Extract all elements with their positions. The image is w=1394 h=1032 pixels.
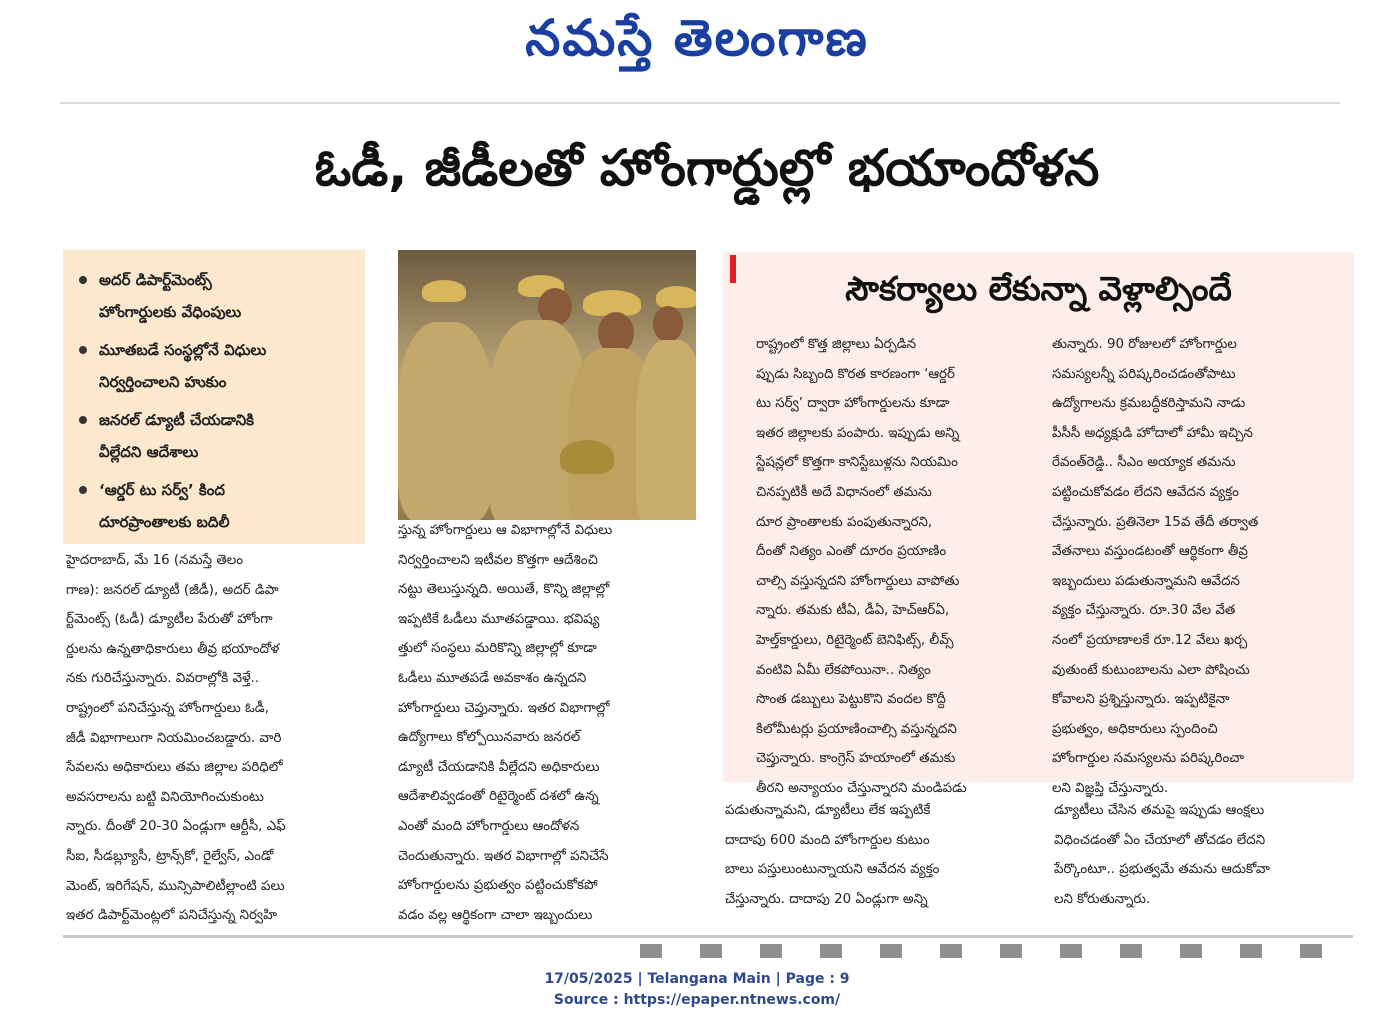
sidebar-line: చినప్పటికీ అదే విధానంలో తమను	[756, 484, 932, 500]
sidebar-line: చెప్తున్నారు. కాంగ్రెస్ హయాంలో తమకు	[756, 751, 956, 767]
sidebar-line: వ్యక్తం చేస్తున్నారు. రూ.30 వేల వేత	[1052, 603, 1236, 619]
bullet-icon	[79, 416, 87, 424]
sidebar-line: న్నారు. తమకు టీఏ, డీఏ, హెచ్‌ఆర్‌ఏ,	[756, 603, 950, 619]
sidebar-line: తున్నారు. 90 రోజులలో హోంగార్డుల	[1052, 337, 1237, 352]
bullet-icon	[79, 486, 87, 494]
article-line: గాణ): జనరల్ డ్యూటీ (జీడీ), అదర్ డిపా	[66, 582, 279, 598]
sidebar-line: సమస్యలన్నీ పరిష్కరించడంతోపాటు	[1052, 366, 1236, 382]
article-column-2	[398, 516, 696, 930]
highlight-line: దూరప్రాంతాలకు బదిలీ	[99, 513, 230, 531]
home-guards-photo	[398, 250, 696, 520]
sidebar-line: ఉద్యోగాలను క్రమబద్ధీకరిస్తామని నాడు	[1052, 396, 1246, 412]
highlights-box	[63, 250, 365, 544]
sidebar-line: సొంత డబ్బులు పెట్టుకొని వందల కొద్దీ	[756, 692, 946, 708]
bullet-icon	[79, 346, 87, 354]
cropped-next-headline	[640, 944, 1340, 958]
sidebar-column-b	[1052, 330, 1342, 804]
bullet-icon	[79, 276, 87, 284]
sidebar-column-a	[756, 330, 1028, 804]
sidebar-line: కోవాలని ప్రశ్నిస్తున్నారు. ఇప్పటికైనా	[1052, 692, 1230, 708]
article-line: చేస్తున్నారు. దాదాపు 20 ఏండ్లుగా అన్ని	[725, 891, 928, 907]
sidebar-line: లని విజ్ఞప్తి చేస్తున్నారు.	[1052, 780, 1169, 796]
sidebar-line: రాష్ట్రంలో కొత్త జిల్లాలు ఏర్పడిన	[756, 337, 917, 352]
sidebar-line: చాల్సి వస్తున్నదని హోంగార్డులు వాపోతు	[756, 573, 960, 589]
article-line: అవసరాలను బట్టి వినియోగించుకుంటు	[66, 789, 264, 805]
article-line: నకు గురిచేస్తున్నారు. వివరాల్లోకి వెళ్తే..	[66, 671, 260, 687]
article-line: హోంగార్డులు చెప్తున్నారు. ఇతర విభాగాల్లో	[398, 700, 610, 716]
article-line: ఆదేశాలివ్వడంతో రిటైర్మెంట్ దశలో ఉన్న	[398, 789, 599, 805]
article-line: హైదరాబాద్, మే 16 (నమస్తే తెలం	[66, 553, 244, 568]
footer-source-link[interactable]: Source : https://epaper.ntnews.com/	[553, 992, 841, 1008]
article-line: స్తున్న హోంగార్డులు ఆ విభాగాల్లోనే విధులు	[398, 523, 613, 538]
article-line: త్తులో సంస్థలు మరికొన్ని జిల్లాల్లో కూడా	[398, 641, 597, 657]
article-line: హోంగార్డులను ప్రభుత్వం పట్టించుకోకపో	[398, 878, 598, 894]
sidebar-line: వేతనాలు వస్తుండటంతో ఆర్థికంగా తీవ్ర	[1052, 544, 1248, 560]
sidebar-line: ఇతర జిల్లాలకు పంపారు. ఇప్పుడు అన్ని	[756, 425, 960, 441]
sidebar-line: వంటివి ఏమీ లేకపోయినా.. నిత్యం	[756, 662, 931, 678]
article-line: ఎంతో మంది హోంగార్డులు ఆందోళన	[398, 818, 580, 834]
article-line: లని కోరుతున్నారు.	[1054, 891, 1151, 907]
article-line: డ్యూటీ చేయడానికి వీల్లేదని అధికారులు	[398, 759, 600, 775]
article-line: మెంట్, ఇరిగేషన్, మున్సిపాలిటీల్లాంటి పలు	[66, 878, 285, 894]
article-line: ఇప్పటికే ఓడీలు మూతపడ్డాయి. భవిష్య	[398, 611, 600, 627]
article-headline: ఓడీ, జీడీలతో హోంగార్డుల్లో భయాందోళన	[314, 139, 1100, 197]
article-line: ఉద్యోగాలు కోల్పోయినవారు జనరల్	[398, 730, 581, 746]
sidebar-line: స్టేషన్లలో కొత్తగా కానిస్టేబుళ్లను నియమిం	[756, 455, 958, 471]
article-line: సేవలను అధికారులు తమ జిల్లాల పరిధిలో	[66, 760, 283, 776]
sidebar-line: ప్రభుత్వం, అధికారులు స్పందించి	[1052, 721, 1218, 737]
article-line: ర్డులను ఉన్నతాధికారులు తీవ్ర భయాందోళ	[66, 641, 280, 657]
sidebar-line: దీంతో నిత్యం ఎంతో దూరం ప్రయాణిం	[756, 544, 947, 560]
highlight-line: అదర్ డిపార్ట్‌మెంట్స్	[99, 271, 212, 289]
article-line: విధించడంతో ఏం చేయాలో తోచడం లేదని	[1054, 832, 1266, 848]
sidebar-line: పట్టించుకోవడం లేదని ఆవేదన వ్యక్తం	[1052, 484, 1239, 500]
sidebar-line: ప్పుడు సిబ్బంది కొరత కారణంగా ‘ఆర్డర్	[756, 366, 955, 382]
sidebar-line: వుతుంటే కుటుంబాలను ఎలా పోషించు	[1052, 662, 1250, 678]
article-column-4	[1054, 796, 1344, 914]
sidebar-line: రేవంత్‌రెడ్డి.. సీఎం అయ్యాక తమను	[1052, 455, 1236, 471]
page-bottom-divider	[63, 935, 1353, 938]
article-line: డ్యూటీలు చేసిన తమపై ఇప్పుడు ఆంక్షలు	[1054, 803, 1265, 818]
sidebar-line: హెల్త్‌కార్డులు, రిటైర్మెంట్ బెనిఫిట్స్, లీవ్స్	[756, 632, 954, 648]
article-line: బాలు పస్తులుంటున్నాయని ఆవేదన వ్యక్తం	[725, 862, 940, 878]
highlight-line: హోంగార్డులకు వేధింపులు	[99, 303, 242, 321]
sidebar-line: కిలోమీటర్లు ప్రయాణించాల్సి వస్తున్నదని	[756, 721, 957, 737]
sidebar-line: టు సర్వ్’ ద్వారా హోంగార్డులను కూడా	[756, 396, 950, 412]
article-line: చెందుతున్నారు. ఇతర విభాగాల్లో పనిచేసే	[398, 848, 609, 864]
sidebar-line: చేస్తున్నారు. ప్రతినెలా 15వ తేదీ తర్వాత	[1052, 514, 1259, 530]
highlight-item	[77, 404, 355, 468]
article-line: పడుతున్నామని, డ్యూటీలు లేక ఇప్పటికే	[725, 803, 931, 818]
highlight-line: మూతబడే సంస్థల్లోనే విధులు	[99, 341, 267, 359]
article-line: జీడీ విభాగాలుగా నియమించబడ్డారు. వారి	[66, 730, 282, 746]
sidebar-line: ఇబ్బందులు పడుతున్నామని ఆవేదన	[1052, 573, 1240, 589]
newspaper-masthead: నమస్తే తెలంగాణ	[525, 9, 869, 67]
article-column-3	[725, 796, 1030, 914]
article-line: దాదాపు 600 మంది హోంగార్డుల కుటుం	[725, 832, 930, 848]
footer-edition-info: 17/05/2025 | Telangana Main | Page : 9	[544, 971, 850, 987]
highlight-item	[77, 474, 355, 538]
masthead-divider	[60, 102, 1340, 104]
sidebar-line: తీరని అన్యాయం చేస్తున్నారని మండిపడు	[756, 780, 967, 796]
article-line: ఇతర డిపార్ట్‌మెంట్లలో పనిచేస్తున్న నిర్వహి	[66, 908, 277, 924]
sidebar-line: పీసీసీ అధ్యక్షుడి హోదాలో హామీ ఇచ్చిన	[1052, 425, 1253, 441]
article-line: ఓడీలు మూతపడే అవకాశం ఉన్నదని	[398, 670, 587, 686]
article-line: ర్ట్‌మెంట్స్ (ఓడీ) డ్యూటీల పేరుతో హోంగా	[66, 612, 273, 628]
sidebar-story-title: సౌకర్యాలు లేకున్నా వెళ్లాల్సిందే	[845, 269, 1232, 308]
article-line: సీఐ, సీడబ్ల్యూసీ, ట్రాన్స్‌కో, రైల్వేస్, ఎండో	[66, 848, 274, 864]
highlight-item	[77, 264, 355, 328]
highlight-line: వీల్లేదని ఆదేశాలు	[99, 443, 199, 461]
sidebar-line: దూర ప్రాంతాలకు పంపుతున్నారని,	[756, 514, 933, 530]
article-line: రాష్ట్రంలో పనిచేస్తున్న హోంగార్డులు ఓడీ,	[66, 700, 269, 716]
highlight-line: జనరల్ డ్యూటీ చేయడానికి	[99, 411, 254, 429]
article-line: నిర్వర్తించాలని ఇటీవల కొత్తగా ఆదేశించి	[398, 552, 598, 568]
article-column-1	[66, 546, 364, 931]
sidebar-line: హోంగార్డుల సమస్యలను పరిష్కరించా	[1052, 751, 1245, 767]
article-line: పేర్కొంటూ.. ప్రభుత్వమే తమను ఆదుకోవా	[1054, 862, 1270, 878]
article-line: వడం వల్ల ఆర్థికంగా చాలా ఇబ్బందులు	[398, 907, 593, 923]
highlight-line: నిర్వర్తించాలని హుకుం	[99, 373, 227, 391]
article-line: నట్టు తెలుస్తున్నది. అయితే, కొన్ని జిల్లాల్లో	[398, 582, 610, 598]
sidebar-line: నంలో ప్రయాణాలకే రూ.12 వేలు ఖర్చ	[1052, 632, 1248, 648]
highlight-item	[77, 334, 355, 398]
highlight-line: ‘ఆర్డర్ టు సర్వ్’ కింద	[99, 481, 225, 499]
article-line: న్నారు. దీంతో 20-30 ఏండ్లుగా ఆర్టీసీ, ఎఫ్	[66, 819, 286, 835]
